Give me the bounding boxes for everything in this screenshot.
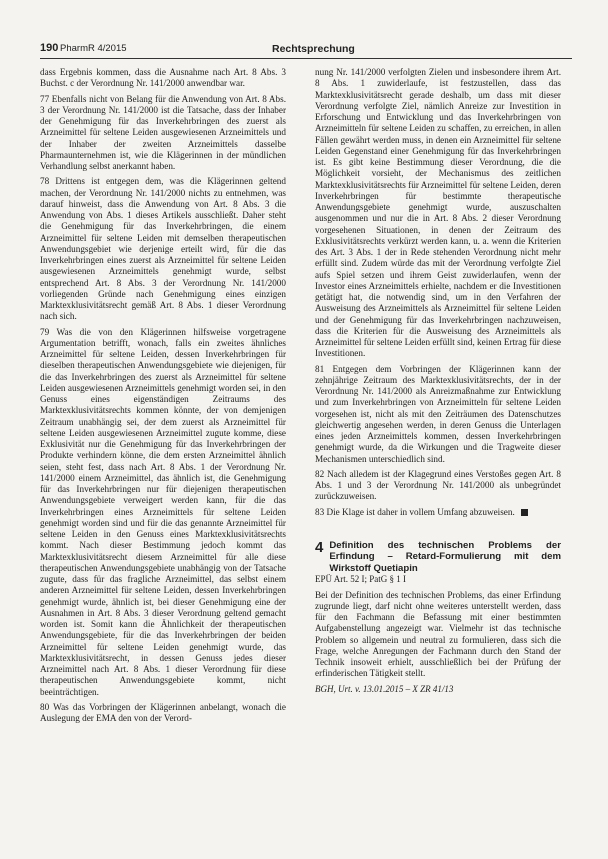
- decision-title: Definition des technischen Problems der Erfindung – Retard-Formulierung mit dem Wirkstoff Quetiapin: [329, 539, 561, 574]
- paragraph: 79 Was die von den Klägerinnen hilfsweise vorgetragene Argumentation betrifft, wonach, falls ein zweites ähnliches Arzneimittel für seltene Leiden, dessen Inverkehrbringen für dieselben therapeutischen Anwendungsgebiete wie diejenigen, für die das Inverkehrbringen des zuerst als Arzneimittel für seltene Leiden ausgewiesenen Arzneimittels genehmigt worden sei, in den Genuss eines eigenständigen Zeitraums des Marktexklusivitätsrechts kommen könnte, der von demjenigen Zeitraum unabhängig sei, der dem zuerst als Arzneimittel für seltene Leiden ausgewiesenen Arzneimittel zugute komme, diese Exklusivität nur die Genehmigung für das Inverkehrbringen der Produkte verhindern könne, die dem ersten Arzneimittel ähnlich seien, steht fest, dass nach Art. 8 Abs. 1 der Verordnung Nr. 141/2000 einem Arzneimittel, das ähnlich ist, die Genehmigung für das Inverkehrbringen nur für diejenigen therapeutischen Anwendungsgebiete verweigert werden kann, für die das Inverkehrbringen eines Arzneimittels für seltene Leiden genehmigt worden sind und für die das genannte Arzneimittel für seltene Leiden in den Genuss eines Marktexklusivitätsrechts kommt. Nach dieser Bestimmung jedoch kommt das Marktexklusivitätsrecht diesem Arzneimittel für alle diese therapeutischen Anwendungsgebiete unabhängig von der Tatsache zugute, dass für das fragliche Arzneimittel, das selbst einem anderen Arzneimittel für seltene Leiden, dessen Inverkehrbringen genehmigt wurde, ähnlich ist, bei dieser Genehmigung eine der Ausnahmen in Art. 8 Abs. 3 dieser Verordnung geltend gemacht worden ist. Somit kann die Ähnlichkeit der therapeutischen Anwendungsgebiete, für die das Inverkehrbringen der beiden Arzneimittel für seltene Leiden genehmigt wurde, das Marktexklusivitätsrecht, in dessen Genuss jedes dieser Arzneimittel nach Art. 8 Abs. 1 dieser Verordnung für diese therapeutischen Anwendungsgebiete kommt, nicht beeinträchtigen.: [40, 326, 286, 697]
- paragraph: nung Nr. 141/2000 verfolgten Zielen und insbesondere ihrem Art. 8 Abs. 1 zuwiderlaufe, ist festzustellen, dass das Marktexklusivitätsrecht gerade deshalb, um dass mit dieser Verordnung verfolgte Ziel, nämlich Anreize zur Investition in Erforschung und Entwicklung und das Inverkehrbringen von Arzneimitteln für seltene Leiden zu schaffen, zu erreichen, in allen Fällen gewährt werden muss, in denen ein Arzneimittel für seltene Leiden Gegenstand einer Genehmigung für das Inverkehrbringen ist. Es gibt keine Bestimmung dieser Verordnung, die die Möglichkeit vorsieht, der Mechanismus des zeitlichen Marktexklusivitätsrechts für Arzneimittel für seltene Leiden, deren Inverkehrbringen für bestimmte therapeutische Anwendungsgebiete genehmigt wurde, auszuschalten ausgenommen und nur die in Art. 8 Abs. 2 dieser Verordnung vorgesehenen Situationen, in denen der Zeitraum des Exklusivitätsrechts verkürzt werden kann, u. a. wenn die Kriterien des Art. 3 Abs. 1 der in Rede stehenden Verordnung nicht mehr erfüllt sind. Zudem würde das mit der Verordnung verfolgte Ziel aufs Spiel setzen und ihrem Geist zuwiderlaufen, wenn der Investor eines Arzneimittels erhielte, nachdem er die Investitionen getätigt hat, die notwendig sind, um in den Verfahren der Ausweisung des Arzneimittels als Arzneimittel für seltene Leiden und der Genehmigung für das Inverkehrbringen nachzuweisen, dass die Kriterien für die Ausweisung des Arzneimittels als Arzneimittel für seltene Leiden erfüllt sind, keinen Ertrag für diese Investitionen.: [315, 67, 561, 359]
- legal-norm: EPÜ Art. 52 I; PatG § 1 I: [315, 574, 406, 585]
- paragraph: 81 Entgegen dem Vorbringen der Klägerinnen kann der zehnjährige Zeitraum des Marktexklusivitätsrechts, der in der Verordnung Nr. 141/2000 als Anreizmaßnahme zur Entwicklung und zum Inverkehrbringen von Arzneimitteln für seltene Leiden vorgesehen ist, nicht als mit den Zeiträumen des Datenschutzes gleichwertig angesehen werden, in deren Genuss die Unterlagen eines jeden Arzneimittels kommen, dessen Inverkehrbringen genehmigt wurde, da die Wirkungen und die Tragweite dieser Mechanismen unterschiedlich sind.: [315, 363, 561, 464]
- paragraph-text: 83 Die Klage ist daher in vollem Umfang abzuweisen.: [315, 506, 515, 517]
- left-column: [40, 67, 286, 728]
- decision-number: 4: [315, 538, 324, 556]
- right-column: [315, 67, 561, 699]
- court-citation: BGH, Urt. v. 13.01.2015 – X ZR 41/13: [315, 683, 454, 694]
- paragraph-final: [315, 507, 561, 518]
- paragraph: 82 Nach alledem ist der Klagegrund eines Verstoßes gegen Art. 8 Abs. 1 und 3 der Verordnung Nr. 141/2000 als unbegründet zurückzuweisen.: [315, 468, 561, 502]
- paragraph: dass Ergebnis kommen, dass die Ausnahme nach Art. 8 Abs. 3 Buchst. c der Verordnung Nr. 141/2000 anwendbar war.: [40, 67, 286, 89]
- section-title: Rechtsprechung: [272, 43, 355, 55]
- end-mark-icon: [521, 509, 528, 516]
- decision-heading: [315, 540, 561, 575]
- page-number: 190: [40, 42, 59, 54]
- page-header: [40, 42, 572, 58]
- guiding-principle: Bei der Definition des technischen Problems, das einer Erfindung zugrunde liegt, darf nicht ohne weiteres unterstellt werden, dass für den Fachmann die Befassung mit einer bestimmten Aufgabenstellung angezeigt war. Vielmehr ist das technische Problem so allgemein und neutral zu formulieren, dass sich die Frage, welche Anregungen der Fachmann durch den Stand der Technik insoweit erhielt, ausschließlich bei der Prüfung der erfinderischen Tätigkeit stellt.: [315, 589, 561, 679]
- paragraph: 78 Drittens ist entgegen dem, was die Klägerinnen geltend machen, der Verordnung Nr. 141/2000 nichts zu entnehmen, was darauf hinweist, dass die Anwendung von Art. 8 Abs. 3 die Anwendung von Abs. 1 dieses Artikels ausschließt. Daher steht die Genehmigung für das Inverkehrbringen, die einem Arzneimittel für seltene Leiden mit demselben therapeutischen Anwendungsgebiet wie derjenige erteilt wird, für die das Inverkehrbringen eines zuerst als Arzneimittel für seltene Leiden ausgewiesenen Arzneimittels genehmigt wurde, selbst entsprechend Art. 8 Abs. 3 der Verordnung Nr. 141/2000 vorliegenden Gründe nach Genehmigung eines einzigen Marktexklusivitätsrecht gemäß Art. 8 Abs. 1 dieser Verordnung nach sich.: [40, 176, 286, 322]
- paragraph: 77 Ebenfalls nicht von Belang für die Anwendung von Art. 8 Abs. 3 der Verordnung Nr. 141/2000 ist die Tatsache, dass der Inhaber der Genehmigung für das Inverkehrbringen des zuerst als Arzneimittel für seltene Leiden ausgewiesenen Arzneimittels und der Inhaber der zweiten Arzneimittels dasselbe Pharmaunternehmen ist, wie die Klägerinnen in der mündlichen Verhandlung selbst anerkannt haben.: [40, 93, 286, 171]
- journal-reference: PharmR 4/2015: [60, 43, 127, 54]
- paragraph: 80 Was das Vorbringen der Klägerinnen anbelangt, wonach die Auslegung der EMA den von der Verord-: [40, 701, 286, 723]
- header-rule: [40, 58, 572, 59]
